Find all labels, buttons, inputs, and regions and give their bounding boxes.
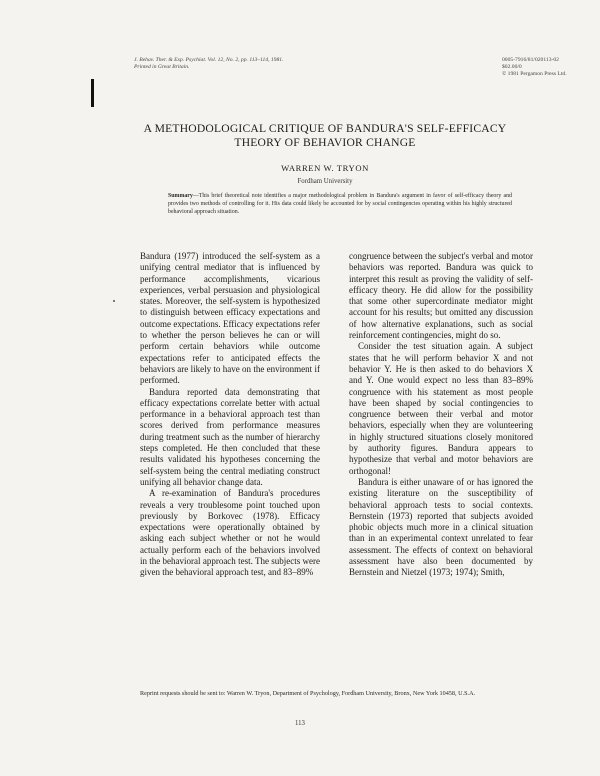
issn-line1: 0005-7916/81/020113-02 $02.00/0: [502, 57, 559, 70]
page-number: 113: [295, 720, 305, 727]
body-paragraph: Bandura reported data demonstrating that efficacy expectations correlate better with actual performance in a behavioral approach test than scores derived from performance measures during treatment such as the number of hierarchy steps completed. He then concluded that these results validated his hypotheses concerning the self-system being the central mediating construct unifying all behavior change data.: [140, 386, 320, 487]
journal-citation: [134, 57, 283, 71]
body-paragraph: Bandura (1977) introduced the self-system as a unifying central mediator that is influenced by performance accomplishments, vicarious experiences, verbal persuasion and physiological states. Moreover, the self-system is hypothesized to distinguish between efficacy expectations and outcome expectations. Efficacy expectations refer to whether the person believes he can or will perform certain behaviors while outcome expectations refer to anticipated effects the behaviors are likely to have on the environment if performed.: [140, 251, 320, 386]
summary-abstract: [168, 193, 512, 217]
body-paragraph: congruence between the subject's verbal and motor behaviors was reported. Bandura was quick to interpret this result as proving the validity of self-efficacy theory. He did allow for the possibility that some other supercordinate mediator might account for his results; but omitted any discussion of how alternative explanations, such as social reinforcement contingencies, might do so.: [349, 251, 533, 341]
body-paragraph: Consider the test situation again. A subject states that he will perform behavior X and not behavior Y. He is then asked to do behaviors X and Y. One would expect no less than 83–89% congruence with his statement as most people have been shaped by social contingencies to congruence between their verbal and motor behaviors, especially when they are volunteering in highly structured situations closely monitored by authority figures. Bandura appears to hypothesize that verbal and motor behaviors are orthogonal!: [349, 341, 533, 476]
journal-citation-line1: J. Behav. Ther. & Exp. Psychiat. Vol. 12, No. 2, pp. 113–114, 1981.: [134, 57, 284, 63]
scan-margin-mark: [91, 79, 94, 107]
author-name: WARREN W. TRYON: [281, 163, 369, 173]
title-line1: A METHODOLOGICAL CRITIQUE OF BANDURA'S SELF-EFFICACY: [143, 122, 507, 135]
author-affiliation: Fordham University: [297, 178, 353, 185]
body-paragraph: A re-examination of Bandura's procedures reveals a very troublesome point touched upon previously by Borkovec (1978). Efficacy expectations were operationally obtained by asking each subject whether or not he would actually perform each of the behaviors involved in the behavioral approach test. The subjects were given the behavioral approach test, and 83–89%: [140, 488, 320, 578]
issn-line2: © 1981 Pergamon Press Ltd.: [502, 71, 567, 77]
body-column-right: [349, 251, 533, 579]
reprint-footnote: Reprint requests should be sent to: Warren W. Tryon, Department of Psychology, Fordham University, Bronx, New York 10458, U.S.A.: [140, 690, 476, 697]
article-title: [120, 122, 530, 150]
scan-speck: [113, 300, 115, 302]
body-paragraph: Bandura is either unaware of or has ignored the existing literature on the susceptibility of behavioral approach tests to social contexts. Bernstein (1973) reported that subjects avoided phobic objects much more in a clinical situation than in an experimental context unrelated to fear assessment. The effects of context on behavioral assessment have also been documented by Bernstein and Nietzel (1973; 1974); Smith,: [349, 476, 533, 578]
summary-text: —This brief theoretical note identifies a major methodological problem in Bandura's argument in favor of self-efficacy theory and provides two methods of controlling for it. His data could likely be accounted for by social contingencies operating within his highly structured behavioral approach situation.: [168, 193, 512, 215]
title-line2: THEORY OF BEHAVIOR CHANGE: [234, 136, 416, 149]
issn-block: [502, 57, 572, 78]
summary-label: Summary: [168, 193, 193, 199]
body-column-left: [140, 251, 320, 579]
journal-citation-line2: Printed in Great Britain.: [134, 64, 190, 70]
